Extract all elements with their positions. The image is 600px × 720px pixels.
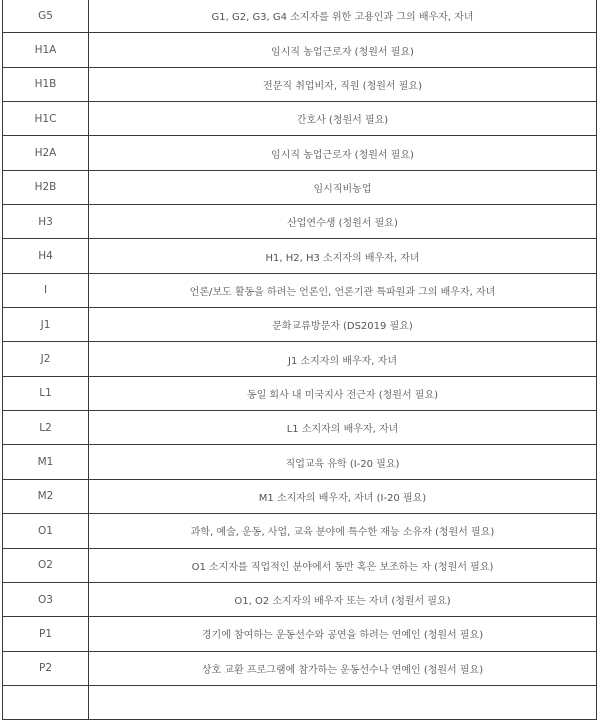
visa-description-cell: 과학, 예술, 운동, 사업, 교육 분야에 특수한 재능 소유자 (청원서 필요) xyxy=(89,514,597,548)
visa-description-cell: 상호 교환 프로그램에 참가하는 운동선수나 연예인 (청원서 필요) xyxy=(89,651,597,685)
visa-code-cell: H4 xyxy=(3,239,89,273)
visa-code-cell: H2A xyxy=(3,136,89,170)
visa-code-cell xyxy=(3,685,89,719)
visa-description-cell: H1, H2, H3 소지자의 배우자, 자녀 xyxy=(89,239,597,273)
visa-description-cell: O1 소지자를 직업적인 분야에서 동반 혹은 보조하는 자 (청원서 필요) xyxy=(89,548,597,582)
visa-category-table xyxy=(2,0,597,720)
visa-description-cell: 경기에 참여하는 운동선수와 공연을 하려는 연예인 (청원서 필요) xyxy=(89,617,597,651)
visa-code-cell: H1B xyxy=(3,67,89,101)
table-row xyxy=(3,136,597,170)
visa-table-body xyxy=(3,0,597,720)
table-row xyxy=(3,445,597,479)
visa-description-cell: M1 소지자의 배우자, 자녀 (I-20 필요) xyxy=(89,479,597,513)
table-row xyxy=(3,308,597,342)
table-row xyxy=(3,0,597,33)
visa-code-cell: H1A xyxy=(3,33,89,67)
table-row xyxy=(3,102,597,136)
visa-description-cell: G1, G2, G3, G4 소지자를 위한 고용인과 그의 배우자, 자녀 xyxy=(89,0,597,33)
table-row xyxy=(3,411,597,445)
visa-code-cell: O2 xyxy=(3,548,89,582)
visa-description-cell: O1, O2 소지자의 배우자 또는 자녀 (청원서 필요) xyxy=(89,582,597,616)
visa-description-cell: 산업연수생 (청원서 필요) xyxy=(89,205,597,239)
table-row xyxy=(3,239,597,273)
visa-code-cell: O1 xyxy=(3,514,89,548)
visa-code-cell: H1C xyxy=(3,102,89,136)
visa-description-cell: J1 소지자의 배우자, 자녀 xyxy=(89,342,597,376)
visa-description-cell: 전문직 취업비자, 직원 (청원서 필요) xyxy=(89,67,597,101)
visa-code-cell: J1 xyxy=(3,308,89,342)
visa-description-cell xyxy=(89,685,597,719)
visa-code-cell: M1 xyxy=(3,445,89,479)
visa-code-cell: L2 xyxy=(3,411,89,445)
table-row xyxy=(3,376,597,410)
visa-code-cell: L1 xyxy=(3,376,89,410)
visa-description-cell: 간호사 (청원서 필요) xyxy=(89,102,597,136)
visa-description-cell: 동일 회사 내 미국지사 전근자 (청원서 필요) xyxy=(89,376,597,410)
visa-description-cell: 임시직비농업 xyxy=(89,170,597,204)
visa-code-cell: I xyxy=(3,273,89,307)
visa-description-cell: 언론/보도 활동을 하려는 언론인, 언론기관 특파원과 그의 배우자, 자녀 xyxy=(89,273,597,307)
table-row xyxy=(3,67,597,101)
table-row xyxy=(3,617,597,651)
visa-code-cell: O3 xyxy=(3,582,89,616)
visa-description-cell: 임시직 농업근로자 (청원서 필요) xyxy=(89,33,597,67)
visa-description-cell: L1 소지자의 배우자, 자녀 xyxy=(89,411,597,445)
visa-description-cell: 임시직 농업근로자 (청원서 필요) xyxy=(89,136,597,170)
visa-code-cell: P1 xyxy=(3,617,89,651)
visa-code-cell: P2 xyxy=(3,651,89,685)
table-row xyxy=(3,33,597,67)
table-row xyxy=(3,582,597,616)
visa-code-cell: J2 xyxy=(3,342,89,376)
table-row xyxy=(3,685,597,719)
visa-description-cell: 직업교육 유학 (I-20 필요) xyxy=(89,445,597,479)
table-row xyxy=(3,170,597,204)
table-row xyxy=(3,514,597,548)
visa-code-cell: G5 xyxy=(3,0,89,33)
table-row xyxy=(3,205,597,239)
visa-code-cell: H3 xyxy=(3,205,89,239)
table-row xyxy=(3,548,597,582)
table-row xyxy=(3,273,597,307)
table-row xyxy=(3,651,597,685)
visa-description-cell: 문화교류방문자 (DS2019 필요) xyxy=(89,308,597,342)
visa-code-cell: H2B xyxy=(3,170,89,204)
table-row xyxy=(3,479,597,513)
visa-code-cell: M2 xyxy=(3,479,89,513)
table-row xyxy=(3,342,597,376)
